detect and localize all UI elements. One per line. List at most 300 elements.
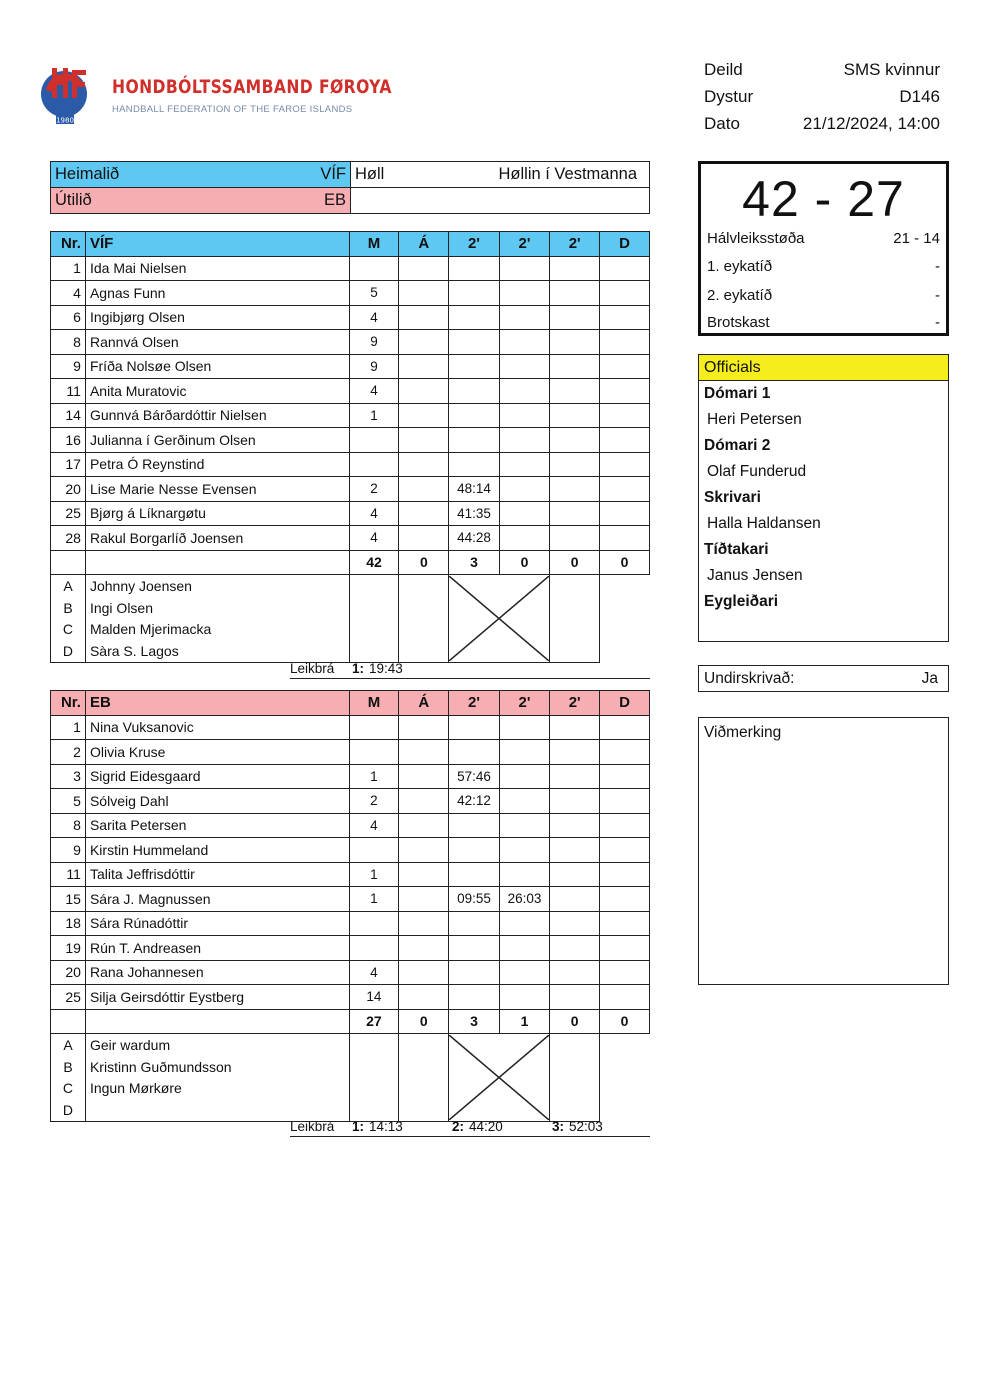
player-row: [51, 477, 650, 502]
player-stat-s1: [449, 256, 500, 281]
remark-box: [698, 717, 949, 985]
official-name: Heri Petersen: [707, 411, 802, 428]
player-name: Ingibjørg Olsen: [85, 305, 349, 330]
player-name: Agnas Funn: [85, 281, 349, 306]
totals-blank: [85, 550, 349, 575]
team-official-a: [399, 1034, 449, 1122]
total-d: 0: [600, 1009, 650, 1034]
venue-value: Høllin í Vestmanna: [481, 162, 650, 188]
player-stat-s1: [449, 379, 500, 404]
player-stat-s1: [449, 354, 500, 379]
column-header-d: D: [600, 691, 650, 716]
final-score: 42 - 27: [742, 171, 905, 227]
team-officials-row: [51, 575, 650, 663]
player-stat-s1: 44:28: [449, 526, 500, 551]
player-stat-m: 14: [349, 985, 399, 1010]
team-official-d: [550, 1034, 600, 1122]
timeout-number: 3:: [552, 1119, 565, 1134]
official-name: Olaf Funderud: [707, 463, 807, 480]
home-player-table: [50, 231, 650, 663]
player-stat-s3: [550, 715, 600, 740]
away-venue-cell: [351, 188, 650, 214]
player-row: [51, 379, 650, 404]
player-stat-a: [399, 715, 449, 740]
player-stat-d: [600, 428, 650, 453]
cross-out-icon: [449, 576, 549, 661]
player-stat-m: 1: [349, 403, 399, 428]
team-official-letter: A: [63, 1037, 73, 1053]
timeout-time: 44:20: [469, 1119, 503, 1134]
player-stat-a: [399, 764, 449, 789]
player-stat-d: [600, 379, 650, 404]
player-name: Kirstin Hummeland: [85, 838, 349, 863]
player-stat-m: [349, 911, 399, 936]
player-stat-a: [399, 887, 449, 912]
team-official-name: Geir wardum: [89, 1037, 171, 1053]
player-stat-d: [600, 936, 650, 961]
home-timeouts: [290, 659, 650, 679]
extra-time-2-label: 2. eykatíð: [707, 287, 773, 304]
player-row: [51, 715, 650, 740]
player-stat-a: [399, 985, 449, 1010]
player-number: 25: [51, 501, 86, 526]
player-name: Silja Geirsdóttir Eystberg: [85, 985, 349, 1010]
player-name: Rana Johannesen: [85, 960, 349, 985]
player-stat-m: 4: [349, 501, 399, 526]
team-official-letter: B: [63, 1058, 73, 1075]
player-number: 1: [51, 715, 86, 740]
player-stat-m: [349, 936, 399, 961]
timeout-label: Leikbrá: [290, 1119, 335, 1134]
player-row: [51, 813, 650, 838]
official-referee-1: [699, 381, 948, 433]
player-row: [51, 330, 650, 355]
team-official-letter: D: [62, 1101, 74, 1118]
player-stat-a: [399, 960, 449, 985]
player-stat-s3: [550, 305, 600, 330]
player-stat-s2: [499, 862, 550, 887]
cross-out-icon: [449, 1035, 549, 1120]
player-stat-a: [399, 256, 449, 281]
player-stat-a: [399, 379, 449, 404]
player-stat-a: [399, 862, 449, 887]
player-stat-s1: [449, 862, 500, 887]
official-role: Dómari 2: [704, 437, 771, 454]
total-d: 0: [600, 550, 650, 575]
team-official-letters: [51, 575, 86, 663]
player-stat-a: [399, 838, 449, 863]
column-header-s2: 2': [499, 232, 550, 257]
player-name: Sarita Petersen: [85, 813, 349, 838]
away-timeouts: [290, 1117, 650, 1137]
player-number: 15: [51, 887, 86, 912]
player-stat-m: 4: [349, 960, 399, 985]
totals-blank: [51, 550, 86, 575]
column-header-nr: Nr.: [51, 232, 86, 257]
column-header-d: D: [600, 232, 650, 257]
player-row: [51, 452, 650, 477]
away-label: Útilið: [51, 188, 301, 214]
column-header-s3: 2': [550, 691, 600, 716]
player-stat-s1: [449, 911, 500, 936]
player-number: 3: [51, 764, 86, 789]
team-official-letter: B: [63, 599, 73, 616]
team-official-d: [550, 575, 600, 663]
timeout-entry: [352, 661, 403, 676]
player-name: Gunnvá Bárðardóttir Nielsen: [85, 403, 349, 428]
hsf-logo: [38, 60, 392, 132]
player-name: Bjørg á Líknargøtu: [85, 501, 349, 526]
team-officials-row: [51, 1034, 650, 1122]
player-number: 20: [51, 477, 86, 502]
player-stat-a: [399, 428, 449, 453]
penalties-value: -: [935, 314, 940, 331]
player-stat-s3: [550, 281, 600, 306]
player-stat-s3: [550, 330, 600, 355]
player-stat-s2: [499, 740, 550, 765]
table-header-row: [51, 232, 650, 257]
official-referee-2: [699, 433, 948, 485]
player-row: [51, 862, 650, 887]
team-official-name: Ingi Olsen: [89, 599, 154, 616]
player-stat-m: 4: [349, 379, 399, 404]
table-header-row: [51, 691, 650, 716]
player-number: 4: [51, 281, 86, 306]
team-official-m: [349, 1034, 399, 1122]
player-stat-s2: 26:03: [499, 887, 550, 912]
timeout-number: 2:: [452, 1119, 465, 1134]
player-row: [51, 764, 650, 789]
extra-time-2-value: -: [935, 287, 940, 304]
player-stat-d: [600, 330, 650, 355]
player-stat-s3: [550, 911, 600, 936]
halftime-value: 21 - 14: [893, 230, 940, 247]
column-header-a: Á: [399, 232, 449, 257]
match-number-label: Dystur: [704, 87, 754, 106]
column-header-team: EB: [85, 691, 349, 716]
player-stat-s2: [499, 813, 550, 838]
player-number: 5: [51, 789, 86, 814]
extra-time-1-label: 1. eykatíð: [707, 258, 773, 275]
timeout-time: 52:03: [569, 1119, 603, 1134]
player-stat-s2: [499, 526, 550, 551]
player-stat-s3: [550, 789, 600, 814]
player-stat-s2: [499, 764, 550, 789]
score-box: [698, 161, 949, 336]
player-stat-s3: [550, 887, 600, 912]
player-number: 1: [51, 256, 86, 281]
player-stat-m: [349, 838, 399, 863]
player-row: [51, 501, 650, 526]
player-row: [51, 838, 650, 863]
player-stat-m: [349, 452, 399, 477]
player-stat-s1: [449, 403, 500, 428]
player-stat-s2: [499, 960, 550, 985]
player-stat-s3: [550, 740, 600, 765]
date-row: [704, 110, 940, 137]
player-stat-m: 4: [349, 526, 399, 551]
home-code: VÍF: [301, 162, 351, 188]
player-stat-a: [399, 354, 449, 379]
player-stat-d: [600, 452, 650, 477]
team-official-a: [399, 575, 449, 663]
player-name: Talita Jeffrisdóttir: [85, 862, 349, 887]
column-header-team: VÍF: [85, 232, 349, 257]
column-header-nr: Nr.: [51, 691, 86, 716]
player-stat-m: [349, 740, 399, 765]
player-stat-s1: [449, 813, 500, 838]
player-number: 8: [51, 813, 86, 838]
player-stat-s1: [449, 960, 500, 985]
player-row: [51, 789, 650, 814]
player-stat-d: [600, 715, 650, 740]
penalties-label: Brotskast: [707, 314, 770, 331]
player-stat-s1: [449, 281, 500, 306]
player-row: [51, 887, 650, 912]
player-stat-s2: [499, 911, 550, 936]
remark-label: Viðmerking: [704, 724, 782, 741]
player-row: [51, 281, 650, 306]
timeout-entry: [452, 1119, 503, 1134]
player-stat-s2: [499, 985, 550, 1010]
player-stat-s3: [550, 379, 600, 404]
player-number: 9: [51, 354, 86, 379]
timeout-time: 19:43: [369, 661, 403, 676]
timeout-entry: [552, 1119, 603, 1134]
player-stat-s2: [499, 379, 550, 404]
player-stat-s2: [499, 305, 550, 330]
team-official-cross-cell: [449, 575, 550, 663]
player-stat-s1: [449, 330, 500, 355]
division-row: [704, 56, 940, 83]
player-number: 11: [51, 862, 86, 887]
team-official-name: Johnny Joensen: [89, 578, 192, 594]
player-number: 9: [51, 838, 86, 863]
official-name: Janus Jensen: [707, 567, 803, 584]
player-row: [51, 740, 650, 765]
team-official-letters: [51, 1034, 86, 1122]
player-stat-d: [600, 985, 650, 1010]
team-official-letter: A: [63, 578, 73, 594]
match-number-row: [704, 83, 940, 110]
column-header-a: Á: [399, 691, 449, 716]
player-name: Rakul Borgarlíð Joensen: [85, 526, 349, 551]
player-stat-s3: [550, 501, 600, 526]
player-stat-m: [349, 428, 399, 453]
player-stat-s1: [449, 985, 500, 1010]
player-stat-m: 4: [349, 305, 399, 330]
player-stat-s1: 09:55: [449, 887, 500, 912]
player-stat-s2: [499, 501, 550, 526]
player-stat-a: [399, 526, 449, 551]
player-stat-s1: [449, 305, 500, 330]
player-stat-d: [600, 740, 650, 765]
player-stat-d: [600, 789, 650, 814]
player-number: 14: [51, 403, 86, 428]
player-stat-s3: [550, 764, 600, 789]
player-stat-s3: [550, 862, 600, 887]
total-s1: 3: [449, 550, 500, 575]
player-stat-m: 9: [349, 330, 399, 355]
timeout-entry: [352, 1119, 403, 1134]
player-stat-s2: [499, 281, 550, 306]
away-team-row: [51, 188, 650, 214]
officials-panel: [698, 354, 949, 642]
player-row: [51, 526, 650, 551]
player-stat-s1: 57:46: [449, 764, 500, 789]
player-stat-s1: [449, 452, 500, 477]
player-number: 11: [51, 379, 86, 404]
svg-text:1980: 1980: [56, 116, 74, 125]
player-stat-m: 2: [349, 477, 399, 502]
player-stat-a: [399, 501, 449, 526]
player-stat-s3: [550, 452, 600, 477]
column-header-s2: 2': [499, 691, 550, 716]
halftime-row: [707, 230, 940, 247]
timeout-number: 1:: [352, 1119, 365, 1134]
player-name: Olivia Kruse: [85, 740, 349, 765]
date-label: Dato: [704, 114, 740, 133]
player-stat-s2: [499, 354, 550, 379]
player-row: [51, 936, 650, 961]
hsf-emblem-icon: [38, 60, 100, 132]
team-official-name: Ingun Mørkøre: [89, 1080, 182, 1096]
player-row: [51, 403, 650, 428]
player-stat-a: [399, 911, 449, 936]
timeout-number: 1:: [352, 661, 365, 676]
player-number: 25: [51, 985, 86, 1010]
player-stat-a: [399, 305, 449, 330]
player-stat-s3: [550, 526, 600, 551]
player-stat-a: [399, 452, 449, 477]
player-stat-d: [600, 354, 650, 379]
player-stat-d: [600, 281, 650, 306]
player-stat-d: [600, 887, 650, 912]
team-official-name: Sàra S. Lagos: [89, 642, 179, 659]
total-s3: 0: [550, 1009, 600, 1034]
player-stat-s3: [550, 936, 600, 961]
player-row: [51, 985, 650, 1010]
player-stat-s3: [550, 960, 600, 985]
column-header-m: M: [349, 232, 399, 257]
player-number: 6: [51, 305, 86, 330]
org-name: HONDBÓLTSSAMBAND FØROYA: [112, 76, 392, 98]
match-number-value: D146: [899, 87, 940, 106]
team-official-name: Malden Mjerimacka: [89, 621, 212, 637]
player-number: 20: [51, 960, 86, 985]
totals-row: [51, 1009, 650, 1034]
player-stat-d: [600, 838, 650, 863]
player-name: Lise Marie Nesse Evensen: [85, 477, 349, 502]
official-role: Skrivari: [704, 489, 761, 506]
team-official-letter: C: [62, 621, 74, 637]
away-player-table: [50, 690, 650, 1122]
player-number: 19: [51, 936, 86, 961]
player-number: 2: [51, 740, 86, 765]
teams-table: [50, 161, 650, 214]
player-row: [51, 256, 650, 281]
player-stat-d: [600, 813, 650, 838]
player-stat-a: [399, 281, 449, 306]
player-stat-s2: [499, 256, 550, 281]
player-stat-s2: [499, 477, 550, 502]
player-name: Nina Vuksanovic: [85, 715, 349, 740]
player-stat-m: 4: [349, 813, 399, 838]
player-number: 28: [51, 526, 86, 551]
player-stat-m: 1: [349, 862, 399, 887]
timeout-label: Leikbrá: [290, 661, 335, 676]
player-stat-a: [399, 477, 449, 502]
official-role: Dómari 1: [704, 385, 771, 402]
officials-title: Officials: [699, 355, 948, 381]
team-official-letter: D: [62, 642, 74, 659]
official-role: Eygleiðari: [704, 593, 779, 610]
player-stat-m: 9: [349, 354, 399, 379]
player-stat-d: [600, 911, 650, 936]
player-row: [51, 305, 650, 330]
player-stat-s1: [449, 428, 500, 453]
penalties-row: [707, 314, 940, 331]
team-official-cross-cell: [449, 1034, 550, 1122]
player-stat-m: 2: [349, 789, 399, 814]
player-stat-d: [600, 403, 650, 428]
extra-time-1-value: -: [935, 258, 940, 275]
player-stat-s1: 48:14: [449, 477, 500, 502]
extra-time-2-row: [707, 287, 940, 304]
division-label: Deild: [704, 60, 743, 79]
player-stat-a: [399, 789, 449, 814]
player-stat-s3: [550, 354, 600, 379]
player-stat-d: [600, 477, 650, 502]
player-name: Sólveig Dahl: [85, 789, 349, 814]
team-official-m: [349, 575, 399, 663]
signed-box: [698, 665, 949, 692]
total-m: 27: [349, 1009, 399, 1034]
total-s2: 1: [499, 1009, 550, 1034]
player-number: 18: [51, 911, 86, 936]
player-stat-s3: [550, 985, 600, 1010]
player-stat-s2: [499, 715, 550, 740]
player-number: 8: [51, 330, 86, 355]
venue-label: Høll: [351, 162, 481, 188]
player-stat-s2: [499, 838, 550, 863]
player-stat-d: [600, 526, 650, 551]
official-role: Tíðtakari: [704, 541, 769, 558]
extra-time-1-row: [707, 258, 940, 275]
org-subtitle: HANDBALL FEDERATION OF THE FAROE ISLANDS: [112, 104, 353, 115]
player-stat-s2: [499, 428, 550, 453]
player-name: Petra Ó Reynstind: [85, 452, 349, 477]
player-stat-d: [600, 256, 650, 281]
player-stat-m: 1: [349, 887, 399, 912]
player-number: 16: [51, 428, 86, 453]
player-stat-s3: [550, 403, 600, 428]
player-stat-d: [600, 501, 650, 526]
official-name: [699, 615, 948, 641]
official-scorer: [699, 485, 948, 537]
signed-label: Undirskrivað:: [704, 669, 795, 687]
player-name: Sigrid Eidesgaard: [85, 764, 349, 789]
total-m: 42: [349, 550, 399, 575]
column-header-s1: 2': [449, 232, 500, 257]
player-name: Rannvá Olsen: [85, 330, 349, 355]
team-official-names: [85, 575, 349, 663]
player-name: Anita Muratovic: [85, 379, 349, 404]
player-stat-s3: [550, 838, 600, 863]
player-stat-s3: [550, 477, 600, 502]
player-row: [51, 428, 650, 453]
total-a: 0: [399, 1009, 449, 1034]
